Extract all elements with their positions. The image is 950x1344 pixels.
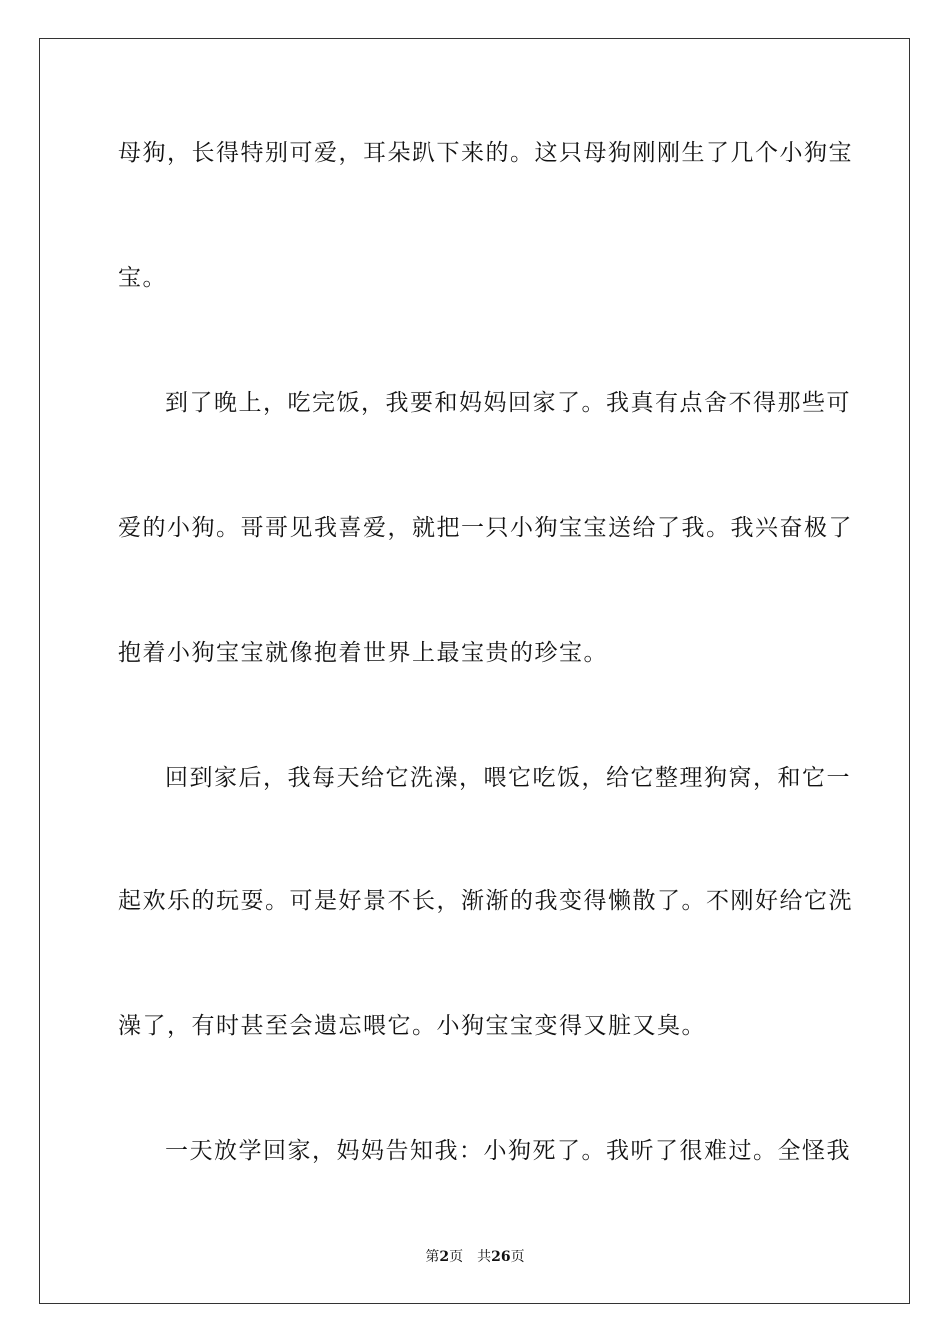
page-suffix: 页 [449,1249,464,1265]
total-suffix: 页 [510,1249,525,1265]
total-pages: 26 [491,1249,511,1265]
text-line: 澡了，有时甚至会遗忘喂它。小狗宝宝变得又脏又臭。 [118,1013,706,1039]
text-line: 宝。 [118,265,167,291]
total-prefix: 共 [477,1249,492,1265]
page-border [39,38,910,1304]
paragraph-start-line: 回到家后，我每天给它洗澡，喂它吃饭，给它整理狗窝，和它一 [165,765,851,791]
page-footer [0,1246,950,1266]
text-line: 起欢乐的玩耍。可是好景不长，渐渐的我变得懒散了。不刚好给它洗 [118,888,853,914]
page-prefix: 第 [425,1249,440,1265]
text-line: 爱的小狗。哥哥见我喜爱，就把一只小狗宝宝送给了我。我兴奋极了 [118,515,853,541]
page-number: 2 [439,1249,450,1265]
paragraph-start-line: 一天放学回家，妈妈告知我：小狗死了。我听了很难过。全怪我 [165,1138,851,1164]
text-line: 抱着小狗宝宝就像抱着世界上最宝贵的珍宝。 [118,640,608,666]
paragraph-start-line: 到了晚上，吃完饭，我要和妈妈回家了。我真有点舍不得那些可 [165,390,851,416]
text-line: 母狗，长得特别可爱，耳朵趴下来的。这只母狗刚刚生了几个小狗宝 [118,140,853,166]
